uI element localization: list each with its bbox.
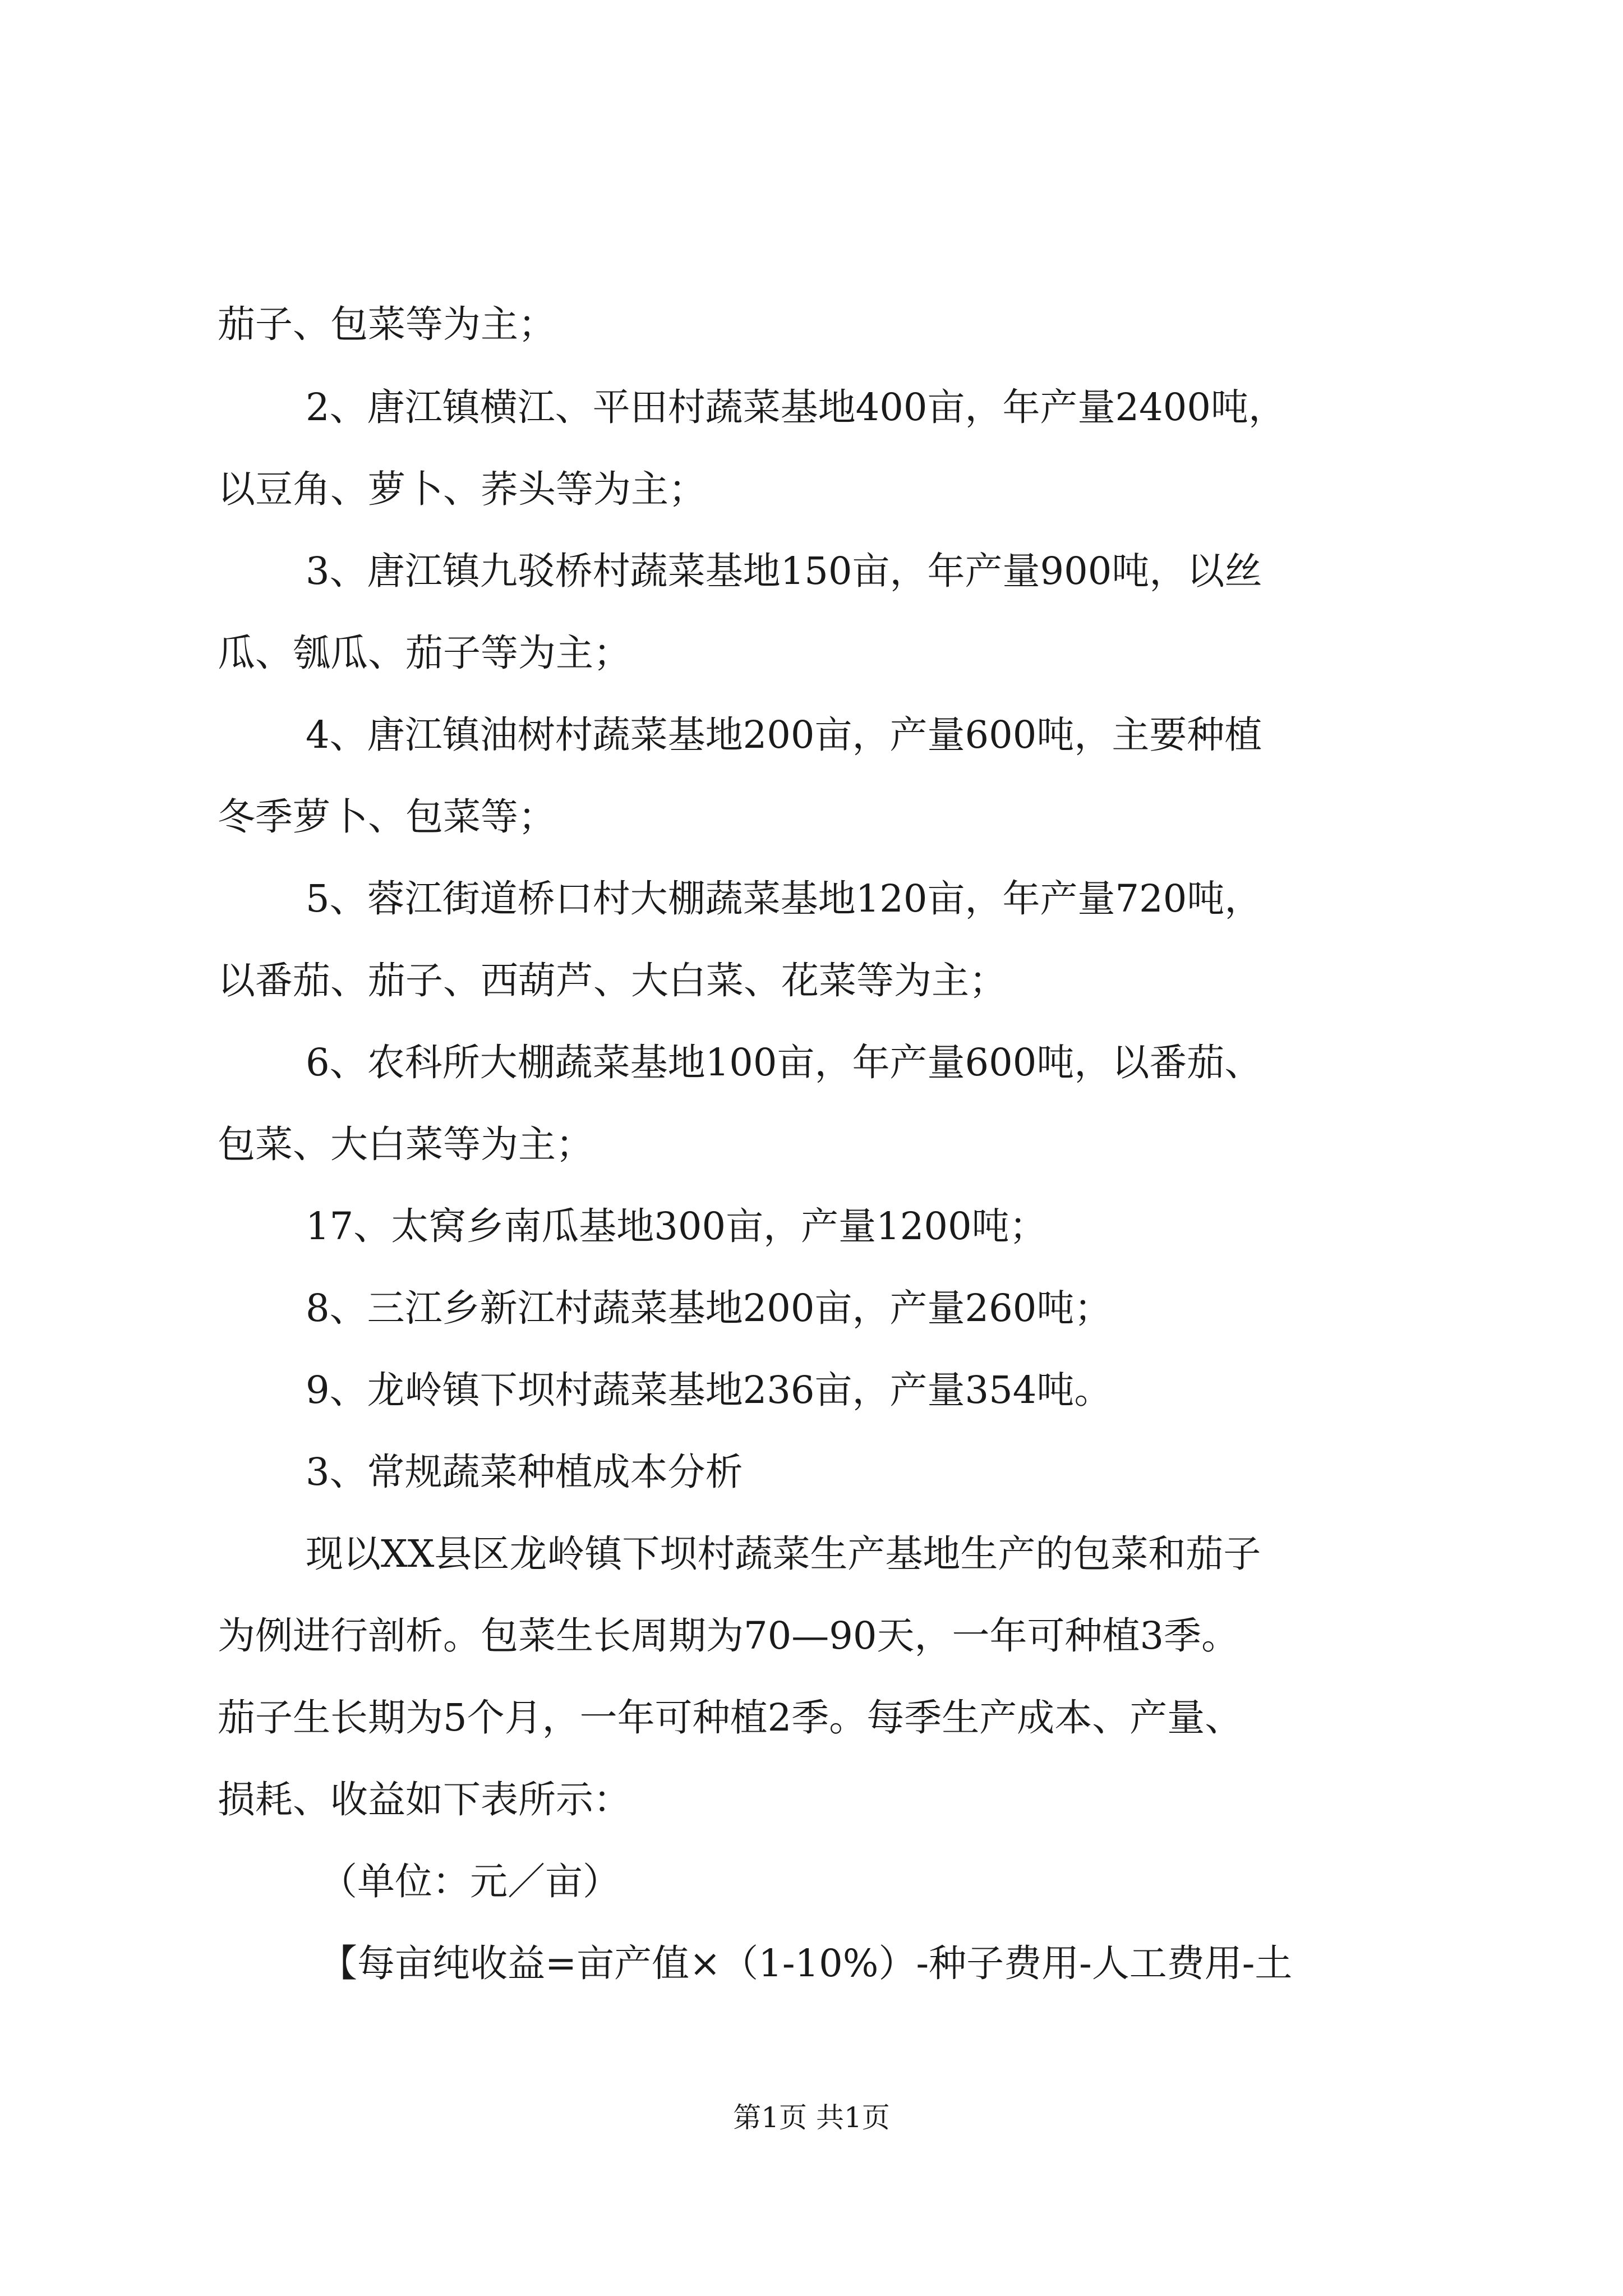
text-line: 5、蓉江街道桥口村大棚蔬菜基地120亩，年产量720吨， [306, 877, 1262, 921]
text-line: 以番茄、茄子、西葫芦、大白菜、花菜等为主； [218, 959, 1007, 1002]
unit-note: （单位：元／亩） [320, 1860, 620, 1903]
text-line: 茄子生长期为5个月，一年可种植2季。每季生产成本、产量、 [218, 1696, 1243, 1740]
text-line: 以豆角、萝卜、荞头等为主； [218, 467, 706, 511]
text-line: 6、农科所大棚蔬菜基地100亩，年产量600吨，以番茄、 [306, 1041, 1262, 1084]
text-line: 17、太窝乡南瓜基地300亩，产量1200吨； [306, 1204, 1047, 1248]
section-heading: 3、常规蔬菜种植成本分析 [306, 1450, 743, 1494]
text-line: 损耗、收益如下表所示： [218, 1778, 631, 1821]
text-line: 为例进行剖析。包菜生长周期为70—90天，一年可种植3季。 [218, 1614, 1239, 1658]
text-line: 现以XX县区龙岭镇下坝村蔬菜生产基地生产的包菜和茄子 [306, 1532, 1261, 1576]
text-line: 3、唐江镇九驳桥村蔬菜基地150亩，年产量900吨，以丝 [306, 549, 1262, 593]
text-line: 冬季萝卜、包菜等； [218, 795, 556, 839]
page-footer: 第1页 共1页 [733, 2101, 890, 2134]
text-line: 9、龙岭镇下坝村蔬菜基地236亩，产量354吨。 [306, 1368, 1112, 1412]
text-line: 瓜、瓠瓜、茄子等为主； [218, 631, 631, 675]
text-line: 茄子、包菜等为主； [218, 302, 556, 346]
text-line: 包菜、大白菜等为主； [218, 1122, 593, 1166]
text-line: 8、三江乡新江村蔬菜基地200亩，产量260吨； [306, 1286, 1112, 1330]
formula-line: 【每亩纯收益=亩产值×（1-10%）-种子费用-人工费用-土 [320, 1941, 1293, 1985]
text-line: 4、唐江镇油树村蔬菜基地200亩，产量600吨，主要种植 [306, 713, 1262, 757]
text-line: 2、唐江镇横江、平田村蔬菜基地400亩，年产量2400吨， [306, 385, 1287, 429]
